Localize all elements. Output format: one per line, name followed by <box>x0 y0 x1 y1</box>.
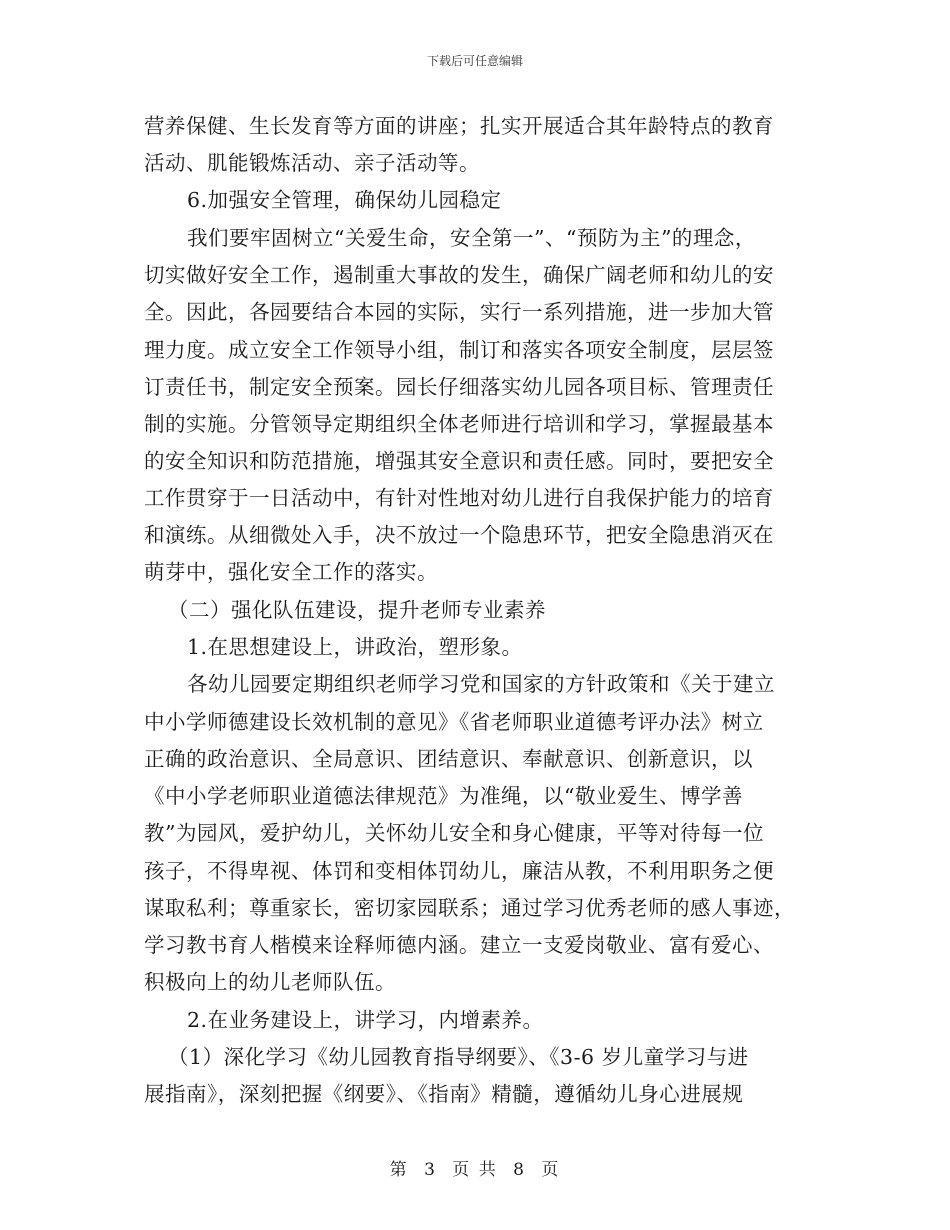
paragraph-line: 萌芽中，强化安全工作的落实。 <box>144 560 438 584</box>
paragraph-line: 理力度。成立安全工作领导小组，制订和落实各项安全制度，层层签 <box>144 338 774 362</box>
paragraph-line: 中小学师德建设长效机制的意见》《省老师职业道德考评办法》树立 <box>144 710 764 734</box>
paragraph-line: （1）深化学习《幼儿园教育指导纲要》、《3-6 岁儿童学习与进 <box>168 1045 749 1069</box>
footer-middle: 页 共 <box>452 1160 498 1180</box>
paragraph-line: 谋取私利；尊重家长，密切家园联系；通过学习优秀老师的感人事迹， <box>144 896 795 920</box>
current-page-number: 3 <box>424 1160 437 1180</box>
paragraph-line: 全。因此，各园要结合本园的实际，实行一系列措施，进一步加大管 <box>144 300 774 324</box>
paragraph-line: 展指南》，深刻把握《纲要》、《指南》精髓，遵循幼儿身心进展规 <box>144 1082 744 1106</box>
paragraph-line: 和演练。从细微处入手，决不放过一个隐患环节，把安全隐患消灭在 <box>144 523 774 547</box>
footer-suffix: 页 <box>541 1160 561 1180</box>
paragraph-line: 工作贯穿于一日活动中，有针对性地对幼儿进行自我保护能力的培育 <box>144 486 774 510</box>
footer-prefix: 第 <box>389 1160 409 1180</box>
paragraph-line: 《中小学老师职业道德法律规范》为准绳，以“敬业爱生、博学善 <box>144 784 743 808</box>
paragraph-line: 营养保健、生长发育等方面的讲座；扎实开展适合其年龄特点的教育 <box>144 114 774 138</box>
paragraph-line: 孩子，不得卑视、体罚和变相体罚幼儿，廉洁从教，不利用职务之便 <box>144 859 774 883</box>
paragraph-line: 我们要牢固树立“关爱生命，安全第一”、“预防为主”的理念， <box>187 226 756 250</box>
paragraph-line: 切实做好安全工作，遏制重大事故的发生，确保广阔老师和幼儿的安 <box>144 263 774 287</box>
paragraph-line: 制的实施。分管领导定期组织全体老师进行培训和学习，掌握最基本 <box>144 412 774 436</box>
paragraph-line: 的安全知识和防范措施，增强其安全意识和责任感。同时，要把安全 <box>144 449 774 473</box>
subsection-heading: 1.在思想建设上，讲政治，塑形象。 <box>187 635 523 659</box>
paragraph-line: 活动、肌能锻炼活动、亲子活动等。 <box>144 151 480 175</box>
paragraph-line: 积极向上的幼儿老师队伍。 <box>144 970 396 994</box>
paragraph-line: 教”为园风，爱护幼儿，关怀幼儿安全和身心健康，平等对待每一位 <box>144 821 764 845</box>
paragraph-line: 学习教书育人楷模来诠释师德内涵。建立一支爱岗敬业、富有爱心、 <box>144 933 774 957</box>
paragraph-line: 各幼儿园要定期组织老师学习党和国家的方针政策和《关于建立 <box>187 672 775 696</box>
paragraph-line: 订责任书，制定安全预案。园长仔细落实幼儿园各项目标、管理责任 <box>144 375 774 399</box>
section-heading: （二）强化队伍建设，提升老师专业素养 <box>168 598 546 622</box>
page-header: 下载后可任意编辑 <box>426 54 523 68</box>
page-footer <box>0 1155 950 1180</box>
subsection-heading: 2.在业务建设上，讲学习，内增素养。 <box>187 1008 544 1032</box>
total-page-count: 8 <box>513 1160 526 1180</box>
paragraph-line: 正确的政治意识、全局意识、团结意识、奉献意识、创新意识，以 <box>144 747 753 771</box>
section-heading: 6.加强安全管理，确保幼儿园稳定 <box>187 188 502 212</box>
